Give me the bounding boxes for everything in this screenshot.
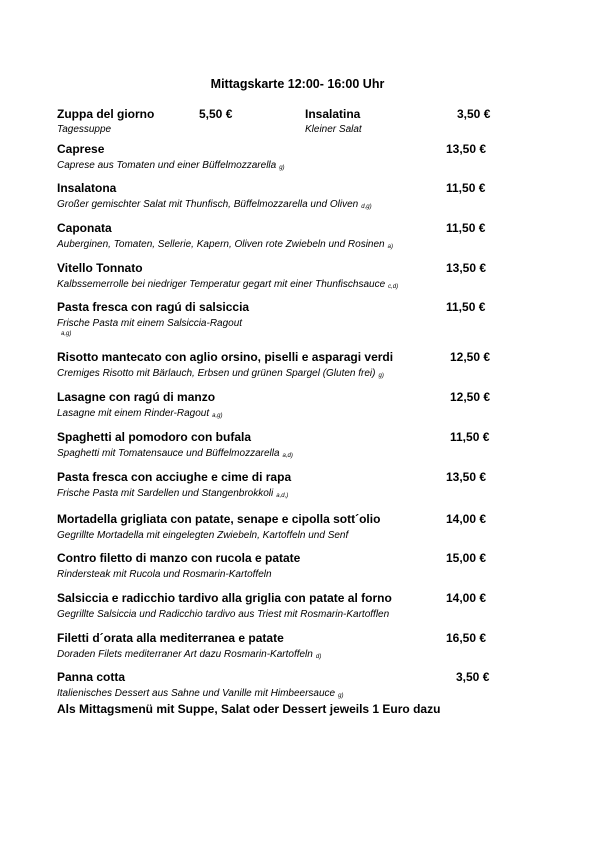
menu-item-name: Salsiccia e radicchio tardivo alla griglia con patate al forno bbox=[57, 591, 392, 605]
menu-item bbox=[57, 470, 497, 499]
menu-item-name: Spaghetti al pomodoro con bufala bbox=[57, 430, 252, 444]
menu-item-name: Contro filetto di manzo con rucola e patate bbox=[57, 551, 301, 565]
menu-item bbox=[57, 670, 497, 699]
menu-item-name: Caponata bbox=[57, 221, 112, 235]
menu-item-description: Gegrillte Mortadella mit eingelegten Zwiebeln, Kartoffeln und Senf bbox=[57, 530, 349, 541]
menu-item-description: Caprese aus Tomaten und einer Büffelmozzarella bbox=[57, 160, 277, 171]
menu-item-name: Panna cotta bbox=[57, 670, 126, 684]
menu-item-price: 11,50 € bbox=[450, 430, 490, 444]
menu-item bbox=[57, 551, 497, 580]
menu-item-price: 11,50 € bbox=[446, 300, 486, 314]
menu-item-description: Großer gemischter Salat mit Thunfisch, Büffelmozzarella und Oliven bbox=[57, 199, 359, 210]
menu-item-description: Frische Pasta mit einem Salsiccia-Ragout bbox=[57, 318, 243, 329]
menu-item-desc-line bbox=[57, 279, 497, 290]
menu-item-price: 11,50 € bbox=[446, 181, 486, 195]
menu-item-price: 14,00 € bbox=[446, 591, 487, 605]
menu-item bbox=[57, 221, 497, 250]
menu-item-desc-line bbox=[57, 448, 497, 459]
menu-item-description: Frische Pasta mit Sardellen und Stangenbrokkoli bbox=[57, 488, 274, 499]
menu-item-price: 12,50 € bbox=[450, 390, 491, 404]
soup-name: Zuppa del giorno bbox=[57, 107, 155, 121]
salad-row bbox=[305, 107, 497, 135]
menu-item-name: Pasta fresca con ragú di salsiccia bbox=[57, 300, 250, 314]
menu-item-price: 11,50 € bbox=[446, 221, 486, 235]
menu-item-allergens: a) bbox=[387, 244, 393, 250]
menu-item-price: 13,50 € bbox=[446, 142, 487, 156]
salad-price: 3,50 € bbox=[457, 107, 491, 121]
menu-item-price: 3,50 € bbox=[456, 670, 490, 684]
menu-item-desc-line bbox=[57, 239, 497, 250]
menu-item bbox=[57, 181, 497, 210]
menu-item-desc-line bbox=[57, 569, 497, 580]
menu-title: Mittagskarte 12:00- 16:00 Uhr bbox=[210, 77, 385, 91]
menu-item-name: Insalatona bbox=[57, 181, 117, 195]
menu-item-allergens: a,g) bbox=[212, 413, 223, 419]
menu-item-description: Cremiges Risotto mit Bärlauch, Erbsen und grünen Spargel (Gluten frei) bbox=[57, 368, 376, 379]
menu-item-desc-line bbox=[57, 368, 497, 379]
menu-item-allergens: c,d) bbox=[388, 284, 399, 290]
menu-item-desc-line bbox=[57, 488, 497, 499]
menu-item bbox=[57, 350, 497, 379]
menu-item-name: Mortadella grigliata con patate, senape e cipolla sott´olio bbox=[57, 512, 381, 526]
menu-item-description: Kalbssemerrolle bei niedriger Temperatur gegart mit einer Thunfischsauce bbox=[57, 279, 386, 290]
soup-desc: Tagessuppe bbox=[57, 124, 112, 135]
menu-item bbox=[57, 512, 497, 541]
menu-item bbox=[57, 430, 497, 459]
menu-item-allergens: g) bbox=[338, 693, 344, 699]
menu-item-price: 15,00 € bbox=[446, 551, 487, 565]
menu-item bbox=[57, 390, 497, 419]
menu-item-desc-line bbox=[57, 609, 497, 620]
menu-item bbox=[57, 591, 497, 620]
salad-desc: Kleiner Salat bbox=[305, 124, 362, 135]
menu-item-name: Pasta fresca con acciughe e cime di rapa bbox=[57, 470, 292, 484]
menu-item bbox=[57, 261, 497, 290]
menu-item-name: Risotto mantecato con aglio orsino, piselli e asparagi verdi bbox=[57, 350, 394, 364]
soup-price: 5,50 € bbox=[199, 107, 233, 121]
menu-item-allergens: a,g) bbox=[61, 331, 72, 337]
menu-item-price: 13,50 € bbox=[446, 261, 487, 275]
menu-footer-note: Als Mittagsmenü mit Suppe, Salat oder Dessert jeweils 1 Euro dazu bbox=[57, 702, 441, 716]
menu-item-description: Spaghetti mit Tomatensauce und Büffelmozzarella bbox=[57, 448, 280, 459]
menu-item-description: Italienisches Dessert aus Sahne und Vanille mit Himbeersauce bbox=[57, 688, 336, 699]
menu-item-description: Auberginen, Tomaten, Sellerie, Kapern, Oliven rote Zwiebeln und Rosinen bbox=[57, 239, 385, 250]
menu-item-description: Rindersteak mit Rucola und Rosmarin-Kartoffeln bbox=[57, 569, 272, 580]
menu-item-desc-line bbox=[57, 649, 497, 660]
salad-name: Insalatina bbox=[305, 107, 361, 121]
menu-item-price: 14,00 € bbox=[446, 512, 487, 526]
menu-item-name: Lasagne con ragú di manzo bbox=[57, 390, 216, 404]
menu-item bbox=[57, 631, 497, 660]
menu-item-allergens: a,d) bbox=[282, 453, 293, 459]
menu-item-desc-line bbox=[57, 688, 497, 699]
menu-item bbox=[57, 142, 497, 171]
menu-item-allergens: g) bbox=[378, 373, 384, 379]
menu-item-desc-line bbox=[57, 199, 497, 210]
menu-item bbox=[57, 300, 497, 337]
menu-item-name: Vitello Tonnato bbox=[57, 261, 143, 275]
menu-item-name: Caprese bbox=[57, 142, 105, 156]
menu-item-allergens: a,d,) bbox=[276, 493, 289, 499]
menu-item-price: 16,50 € bbox=[446, 631, 487, 645]
menu-item-desc-line bbox=[57, 318, 497, 337]
menu-item-desc-line bbox=[57, 408, 497, 419]
menu-item-allergens: d,g) bbox=[361, 204, 372, 210]
menu-item-name: Filetti d´orata alla mediterranea e patate bbox=[57, 631, 284, 645]
menu-item-description: Lasagne mit einem Rinder-Ragout bbox=[57, 408, 210, 419]
menu-item-description: Doraden Filets mediterraner Art dazu Rosmarin-Kartoffeln bbox=[57, 649, 313, 660]
menu-item-desc-line bbox=[57, 530, 497, 541]
menu-item-allergens: g) bbox=[279, 165, 285, 171]
menu-item-description: Gegrillte Salsiccia und Radicchio tardivo aus Triest mit Rosmarin-Kartofflen bbox=[57, 609, 390, 620]
menu-item-desc-line bbox=[57, 160, 497, 171]
menu-item-price: 13,50 € bbox=[446, 470, 487, 484]
menu-item-allergens: d) bbox=[315, 654, 322, 660]
menu-item-price: 12,50 € bbox=[450, 350, 491, 364]
